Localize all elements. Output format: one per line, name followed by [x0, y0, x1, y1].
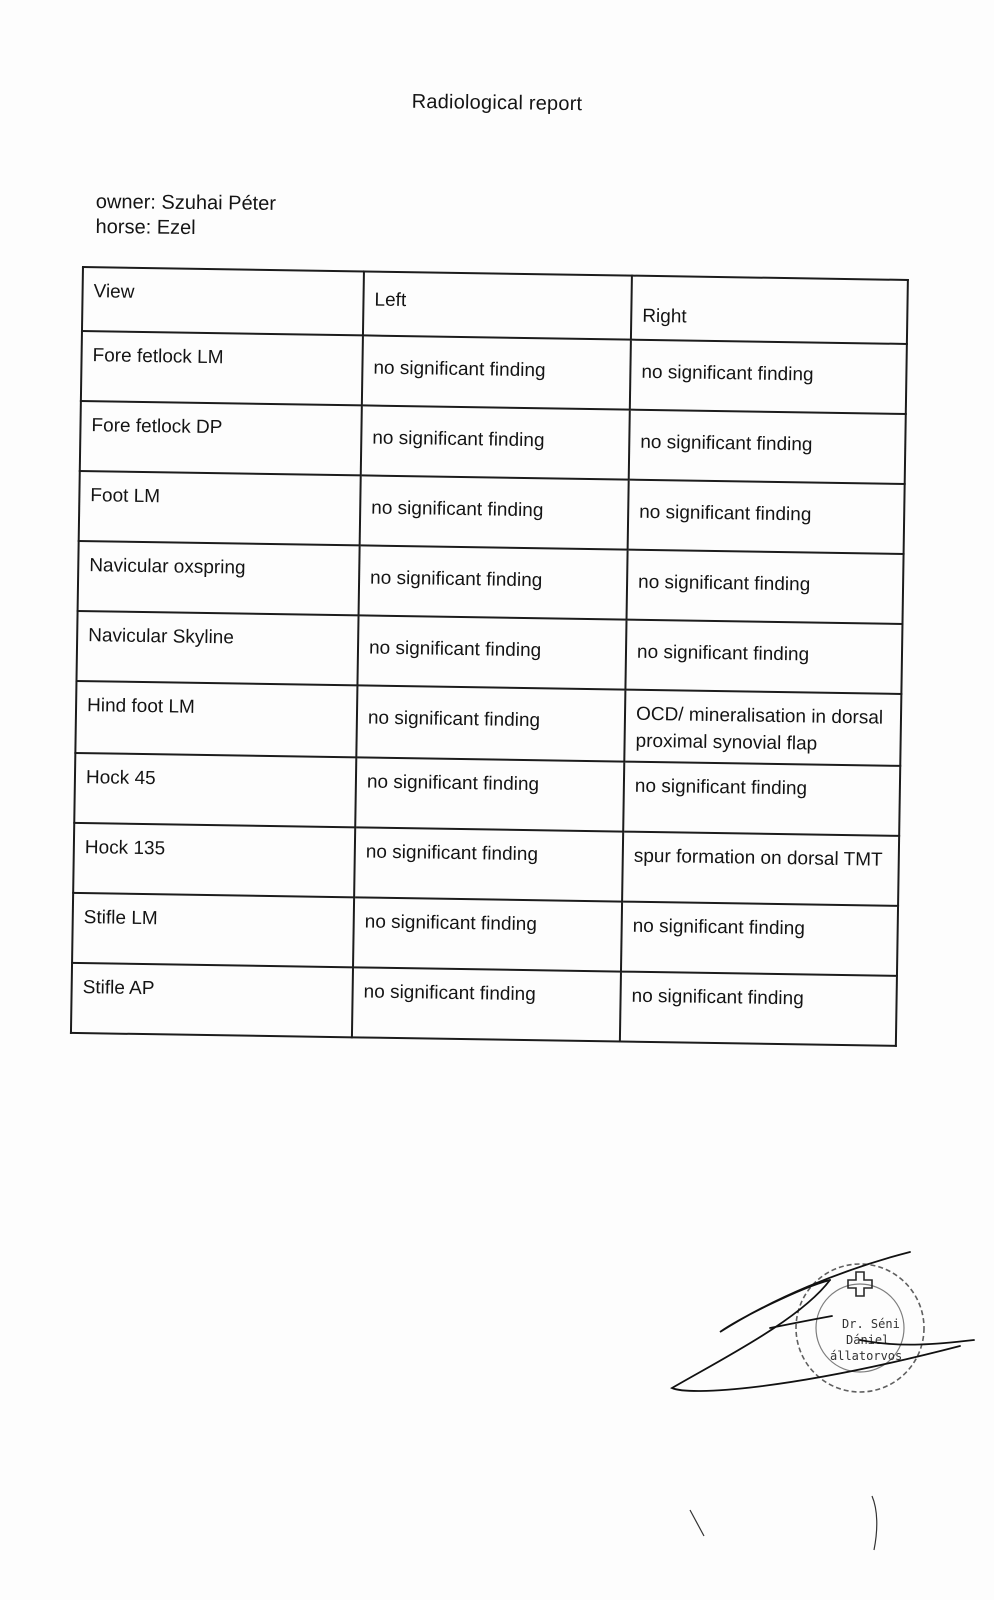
table-row: [81, 331, 907, 414]
report-meta: [95, 190, 276, 242]
right-finding-cell: no significant finding: [627, 550, 904, 624]
left-finding-cell: no significant finding: [357, 615, 626, 689]
stamp-line-3: állatorvos: [830, 1349, 903, 1363]
view-cell: Navicular oxspring: [78, 541, 360, 615]
header-right: Right: [631, 276, 908, 344]
left-finding-cell: no significant finding: [360, 475, 629, 549]
view-cell: Hock 45: [74, 753, 356, 827]
view-cell: Navicular Skyline: [76, 611, 358, 685]
left-finding-cell: no significant finding: [352, 967, 621, 1041]
right-finding-cell: no significant finding: [628, 480, 905, 554]
table-row: [75, 681, 901, 766]
right-finding-cell: OCD/ mineralisation in dorsal proximal synovial flap: [624, 690, 901, 766]
view-cell: Hock 135: [73, 823, 355, 897]
stamp-line-1: Dr. Séni: [842, 1317, 900, 1331]
page-marks: [680, 1490, 900, 1560]
table-row: [80, 401, 906, 484]
table-row: [72, 893, 898, 976]
table-row: [73, 823, 899, 906]
right-finding-cell: no significant finding: [621, 902, 898, 976]
right-finding-cell: spur formation on dorsal TMT: [622, 832, 899, 906]
view-cell: Stifle LM: [72, 893, 354, 967]
table-row: [71, 963, 897, 1046]
report-title: Radiological report: [411, 90, 583, 116]
left-finding-cell: no significant finding: [361, 405, 630, 479]
table-row: [76, 611, 902, 694]
view-cell: Hind foot LM: [75, 681, 357, 757]
horse-line: horse: Ezel: [95, 215, 196, 240]
left-finding-cell: no significant finding: [353, 897, 622, 971]
right-finding-cell: no significant finding: [623, 762, 900, 836]
right-finding-cell: no significant finding: [629, 410, 906, 484]
owner-line: owner: Szuhai Péter: [95, 190, 277, 215]
view-cell: Fore fetlock DP: [80, 401, 362, 475]
stamp-line-2: Dániel: [846, 1333, 890, 1347]
right-finding-cell: no significant finding: [625, 620, 902, 694]
header-view: View: [82, 267, 364, 335]
veterinary-stamp: [660, 1240, 980, 1420]
table-row: [74, 753, 900, 836]
right-finding-cell: no significant finding: [620, 972, 897, 1046]
table-row: [78, 541, 904, 624]
left-finding-cell: no significant finding: [354, 827, 623, 901]
left-finding-cell: no significant finding: [359, 545, 628, 619]
left-finding-cell: no significant finding: [356, 685, 625, 761]
view-cell: Stifle AP: [71, 963, 353, 1037]
signature: [672, 1252, 974, 1391]
findings-table: [70, 266, 909, 1047]
view-cell: Foot LM: [79, 471, 361, 545]
left-finding-cell: no significant finding: [355, 757, 624, 831]
table-row: [79, 471, 905, 554]
right-finding-cell: no significant finding: [630, 340, 907, 414]
header-left: Left: [363, 271, 632, 339]
left-finding-cell: no significant finding: [362, 335, 631, 409]
view-cell: Fore fetlock LM: [81, 331, 363, 405]
